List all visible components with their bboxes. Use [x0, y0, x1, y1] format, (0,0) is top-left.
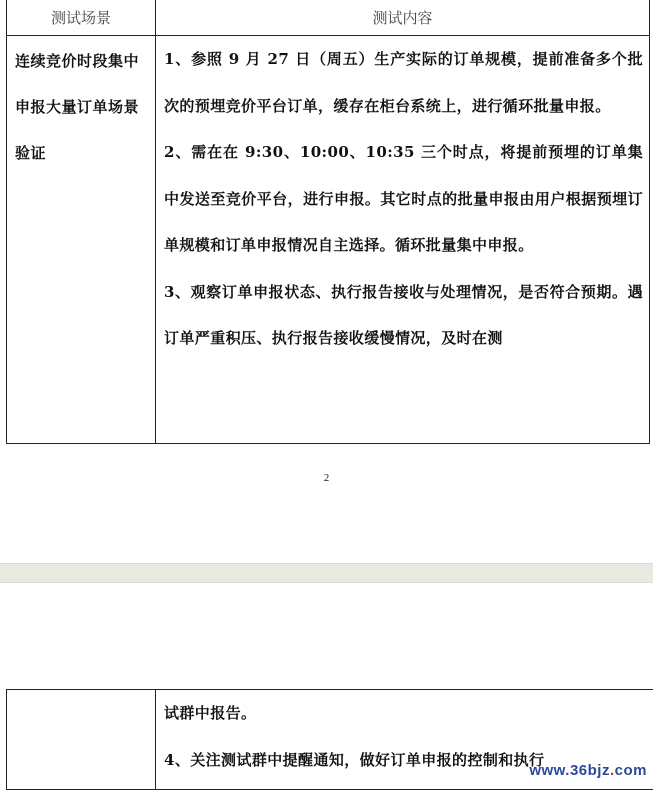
- page-2: [0, 583, 653, 787]
- watermark: [529, 762, 647, 779]
- page-number: 2: [0, 472, 653, 484]
- content-item-3: 3、观察订单申报状态、执行报告接收与处理情况，是否符合预期。遇订单严重积压、执行报告接收缓慢情况，及时在测: [164, 269, 643, 362]
- content-item-4: 4、关注测试群中提醒通知，做好订单申报的控制和执行: [164, 737, 653, 784]
- watermark-left: www.36bjz: [529, 762, 610, 779]
- header-test-scene: 测试场景: [7, 0, 156, 36]
- header-test-content: 测试内容: [156, 0, 650, 36]
- table-header-row: [7, 0, 650, 36]
- watermark-right: com: [615, 762, 647, 779]
- scene-cell-continued: [7, 690, 156, 790]
- content-cell: [156, 36, 650, 444]
- watermark-dot: .: [610, 762, 615, 779]
- scene-cell: 连续竞价时段集中申报大量订单场景验证: [7, 36, 156, 444]
- content-item-3-continued: 试群中报告。: [164, 690, 653, 737]
- content-item-2: 2、需在在 9:30、10:00、10:35 三个时点，将提前预埋的订单集中发送至竞价平台，进行申报。其它时点的批量申报由用户根据预埋订单规模和订单申报情况自主选择。循环批量集中申报。: [164, 129, 643, 269]
- content-item-1: 1、参照 9 月 27 日（周五）生产实际的订单规模，提前准备多个批次的预埋竞价平台订单，缓存在柜台系统上，进行循环批量申报。: [164, 36, 643, 129]
- table-row: [7, 36, 650, 444]
- test-table-part-1: [6, 0, 650, 444]
- page-separator: [0, 563, 653, 583]
